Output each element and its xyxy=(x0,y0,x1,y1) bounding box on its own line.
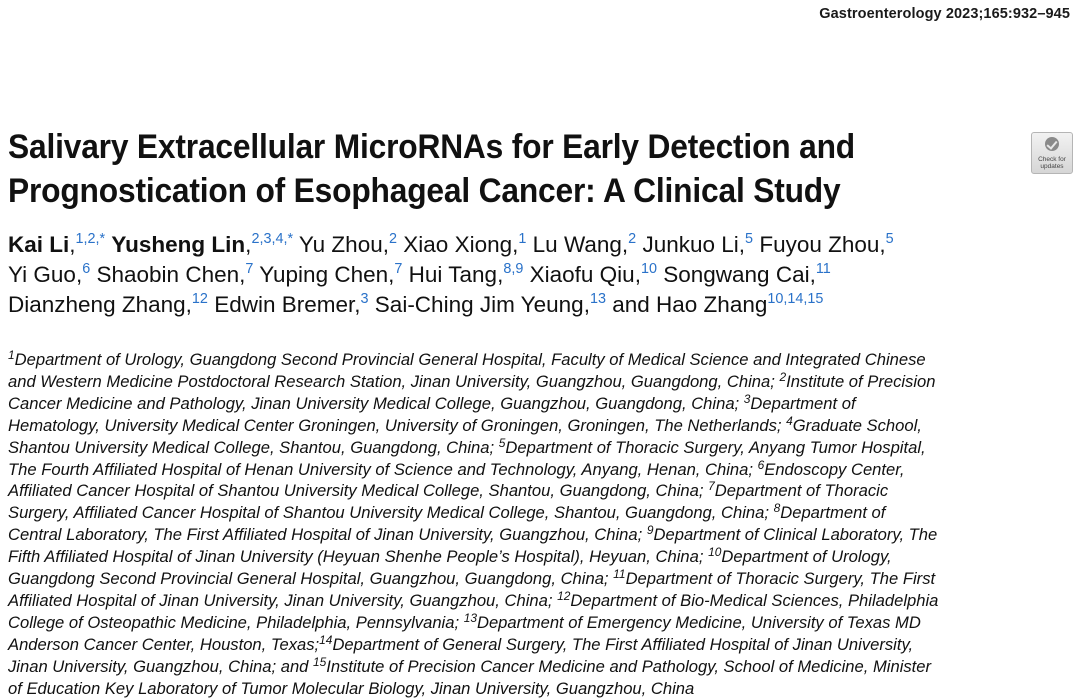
affiliation-text: The Fourth Affiliated Hospital of Henan University of Science and Technology, Anyang, Henan, China; xyxy=(8,459,758,479)
affiliation-line xyxy=(8,656,1080,678)
affiliation-text: Guangdong Second Provincial General Hospital, Guangzhou, Guangdong, China; xyxy=(8,569,614,589)
author-affiliation-ref[interactable]: 10,14,15 xyxy=(767,291,824,308)
affiliation-text: Department of Clinical Laboratory, The xyxy=(653,525,938,545)
author-separator: , xyxy=(809,262,816,287)
check-for-updates-label: Check for updates xyxy=(1038,156,1066,170)
affiliation-text: Cancer Medicine and Pathology, Jinan University Medical College, Guangzhou, Guangdong, China; xyxy=(8,393,744,413)
author-line xyxy=(8,230,1076,260)
affiliation-line xyxy=(8,546,1080,568)
affiliation-text: Anderson Cancer Center, Houston, Texas; xyxy=(8,634,320,654)
affiliation-line xyxy=(8,590,1080,612)
author-name: Yuping Chen xyxy=(259,262,389,287)
affiliation-number: 9 xyxy=(646,523,654,538)
affiliation-text: of Education Key Laboratory of Tumor Molecular Biology, Jinan University, Guangzhou, China xyxy=(8,678,695,698)
author-list xyxy=(8,230,1076,320)
author-affiliation-ref[interactable]: 2 xyxy=(628,231,637,248)
author-affiliation-ref[interactable]: 3 xyxy=(360,291,369,308)
check-for-updates-button[interactable] xyxy=(1031,132,1073,174)
article-title xyxy=(8,125,928,213)
author-name: Yi Guo xyxy=(8,262,76,287)
affiliation-line xyxy=(8,415,1080,437)
affiliation-number: 1 xyxy=(8,348,15,363)
author-affiliation-ref[interactable]: 5 xyxy=(745,231,754,248)
affiliation-line xyxy=(8,678,1080,700)
affiliation-text: Affiliated Cancer Hospital of Shantou University Medical College, Shantou, Guangdong, China; xyxy=(8,481,709,501)
author-separator: , xyxy=(382,232,389,257)
affiliation-text: Institute of Precision Cancer Medicine and Pathology, School of Medicine, Minister xyxy=(326,656,932,676)
affiliation-line xyxy=(8,371,1080,393)
author-affiliation-ref[interactable]: 1 xyxy=(518,231,527,248)
author-name: Junkuo Li xyxy=(642,232,739,257)
author-affiliation-ref[interactable]: 6 xyxy=(82,261,91,278)
affiliation-text: Endoscopy Center, xyxy=(764,459,905,479)
affiliation-number: 10 xyxy=(708,545,722,560)
affiliation-number: 5 xyxy=(498,435,506,450)
affiliation-text: Department of xyxy=(780,503,886,523)
affiliation-number: 13 xyxy=(463,610,477,625)
affiliation-text: Central Laboratory, The First Affiliated Hospital of Jinan University, Guangzhou, China; xyxy=(8,525,647,545)
affiliation-line xyxy=(8,393,1080,415)
author-separator: , xyxy=(621,232,629,257)
affiliation-text: College of Osteopathic Medicine, Philadelphia, Pennsylvania; xyxy=(8,612,464,632)
author-affiliation-ref[interactable]: 13 xyxy=(589,291,606,308)
journal-citation: Gastroenterology 2023;165:932–945 xyxy=(819,6,1070,22)
title-line: Salivary Extracellular MicroRNAs for Early Detection and xyxy=(8,128,855,166)
affiliation-text: Graduate School, xyxy=(792,415,922,435)
affiliation-text: Department of Urology, Guangdong Second Provincial General Hospital, Faculty of Medical Science and Integrated Chinese xyxy=(14,350,926,369)
affiliation-text: Fifth Affiliated Hospital of Jinan University (Heyuan Shenhe People’s Hospital), Heyuan, China; xyxy=(8,547,709,567)
author-affiliation-ref[interactable]: 8,9 xyxy=(503,261,524,278)
affiliation-number: 11 xyxy=(613,567,626,582)
affiliation-number: 2 xyxy=(779,369,787,384)
author-affiliation-ref[interactable]: 2 xyxy=(389,231,398,248)
author-separator: , xyxy=(512,232,519,257)
affiliations xyxy=(8,349,1080,700)
author-name: Sai-Ching Jim Yeung xyxy=(374,292,584,317)
affiliation-line xyxy=(8,349,1080,371)
author-name: Kai Li xyxy=(8,232,70,257)
author-name: Lu Wang xyxy=(532,232,622,257)
affiliation-text: Hematology, University Medical Center Groningen, University of Groningen, Groningen, The Netherlands; xyxy=(8,415,787,435)
affiliation-text: Shantou University Medical College, Shantou, Guangdong, China; xyxy=(8,437,499,457)
author-affiliation-ref[interactable]: 2,3,4,* xyxy=(251,231,294,248)
author-affiliation-ref[interactable]: 7 xyxy=(394,261,403,278)
author-separator: , xyxy=(69,232,76,257)
author-conjunction: and xyxy=(612,292,657,317)
author-name: Songwang Cai xyxy=(663,262,810,287)
author-separator: , xyxy=(738,232,746,257)
affiliation-text: and Western Medicine Postdoctoral Research Station, Jinan University, Guangzhou, Guangdong, China; xyxy=(8,371,780,391)
author-separator: , xyxy=(497,262,504,287)
author-name: Hao Zhang xyxy=(656,292,768,317)
author-separator: , xyxy=(75,262,83,287)
author-name: Fuyou Zhou xyxy=(759,232,880,257)
author-affiliation-ref[interactable]: 7 xyxy=(245,261,254,278)
author-name: Yu Zhou xyxy=(298,232,383,257)
affiliation-text: Department of Bio-Medical Sciences, Philadelphia xyxy=(570,590,939,610)
author-line xyxy=(8,260,1076,290)
author-separator: , xyxy=(388,262,395,287)
affiliation-text: Jinan University, Guangzhou, China; and xyxy=(8,656,314,676)
author-name: Edwin Bremer xyxy=(214,292,355,317)
author-name: Hui Tang xyxy=(408,262,498,287)
affiliation-number: 4 xyxy=(786,413,793,428)
author-name: Shaobin Chen xyxy=(96,262,240,287)
affiliation-number: 6 xyxy=(757,457,765,472)
affiliation-number: 14 xyxy=(319,632,333,647)
affiliation-number: 12 xyxy=(557,589,571,603)
author-name: Xiao Xiong xyxy=(403,232,513,257)
affiliation-line xyxy=(8,634,1080,656)
affiliation-text: Department of Thoracic Surgery, The First xyxy=(625,569,936,589)
author-name: Dianzheng Zhang xyxy=(8,292,186,317)
affiliation-text: Institute of Precision xyxy=(786,371,936,391)
author-affiliation-ref[interactable]: 5 xyxy=(885,231,894,248)
title-line: Prognostication of Esophageal Cancer: A Clinical Study xyxy=(8,172,841,210)
author-separator: , xyxy=(634,262,641,287)
affiliation-text: Department of Thoracic Surgery, Anyang Tumor Hospital, xyxy=(505,437,926,457)
affiliation-text: Affiliated Hospital of Jinan University, Jinan University, Guangzhou, China; xyxy=(8,590,558,610)
affiliation-text: Department of Urology, xyxy=(721,547,892,567)
author-affiliation-ref[interactable]: 11 xyxy=(815,261,831,278)
affiliation-line xyxy=(8,568,1080,590)
affiliation-number: 7 xyxy=(708,479,715,494)
author-separator: , xyxy=(245,232,252,257)
affiliation-number: 15 xyxy=(313,654,327,669)
author-name: Xiaofu Qiu xyxy=(529,262,635,287)
affiliation-line xyxy=(8,437,1080,459)
affiliation-text: Surgery, Affiliated Cancer Hospital of Shantou University Medical College, Shantou, Guangdong, China; xyxy=(8,503,774,523)
author-separator: , xyxy=(185,292,192,317)
author-separator: , xyxy=(583,292,590,317)
affiliation-line xyxy=(8,502,1080,524)
affiliation-text: Department of Emergency Medicine, University of Texas MD xyxy=(476,612,921,632)
affiliation-text: Department of xyxy=(750,393,856,413)
author-affiliation-ref[interactable]: 10 xyxy=(640,261,657,278)
author-line xyxy=(8,290,1076,320)
author-affiliation-ref[interactable]: 12 xyxy=(191,291,208,308)
affiliation-line xyxy=(8,480,1080,502)
author-separator: , xyxy=(239,262,246,287)
author-affiliation-ref[interactable]: 1,2,* xyxy=(75,231,106,248)
affiliation-number: 8 xyxy=(773,501,781,516)
affiliation-line xyxy=(8,459,1080,481)
author-separator: , xyxy=(879,232,886,257)
check-for-updates-icon xyxy=(1045,137,1059,151)
affiliation-text: Department of Thoracic xyxy=(714,481,889,501)
author-name: Yusheng Lin xyxy=(111,232,246,257)
author-separator: , xyxy=(354,292,361,317)
affiliation-line xyxy=(8,612,1080,634)
affiliation-line xyxy=(8,524,1080,546)
affiliation-text: Department of General Surgery, The First Affiliated Hospital of Jinan University, xyxy=(332,634,914,654)
affiliation-number: 3 xyxy=(743,391,751,406)
